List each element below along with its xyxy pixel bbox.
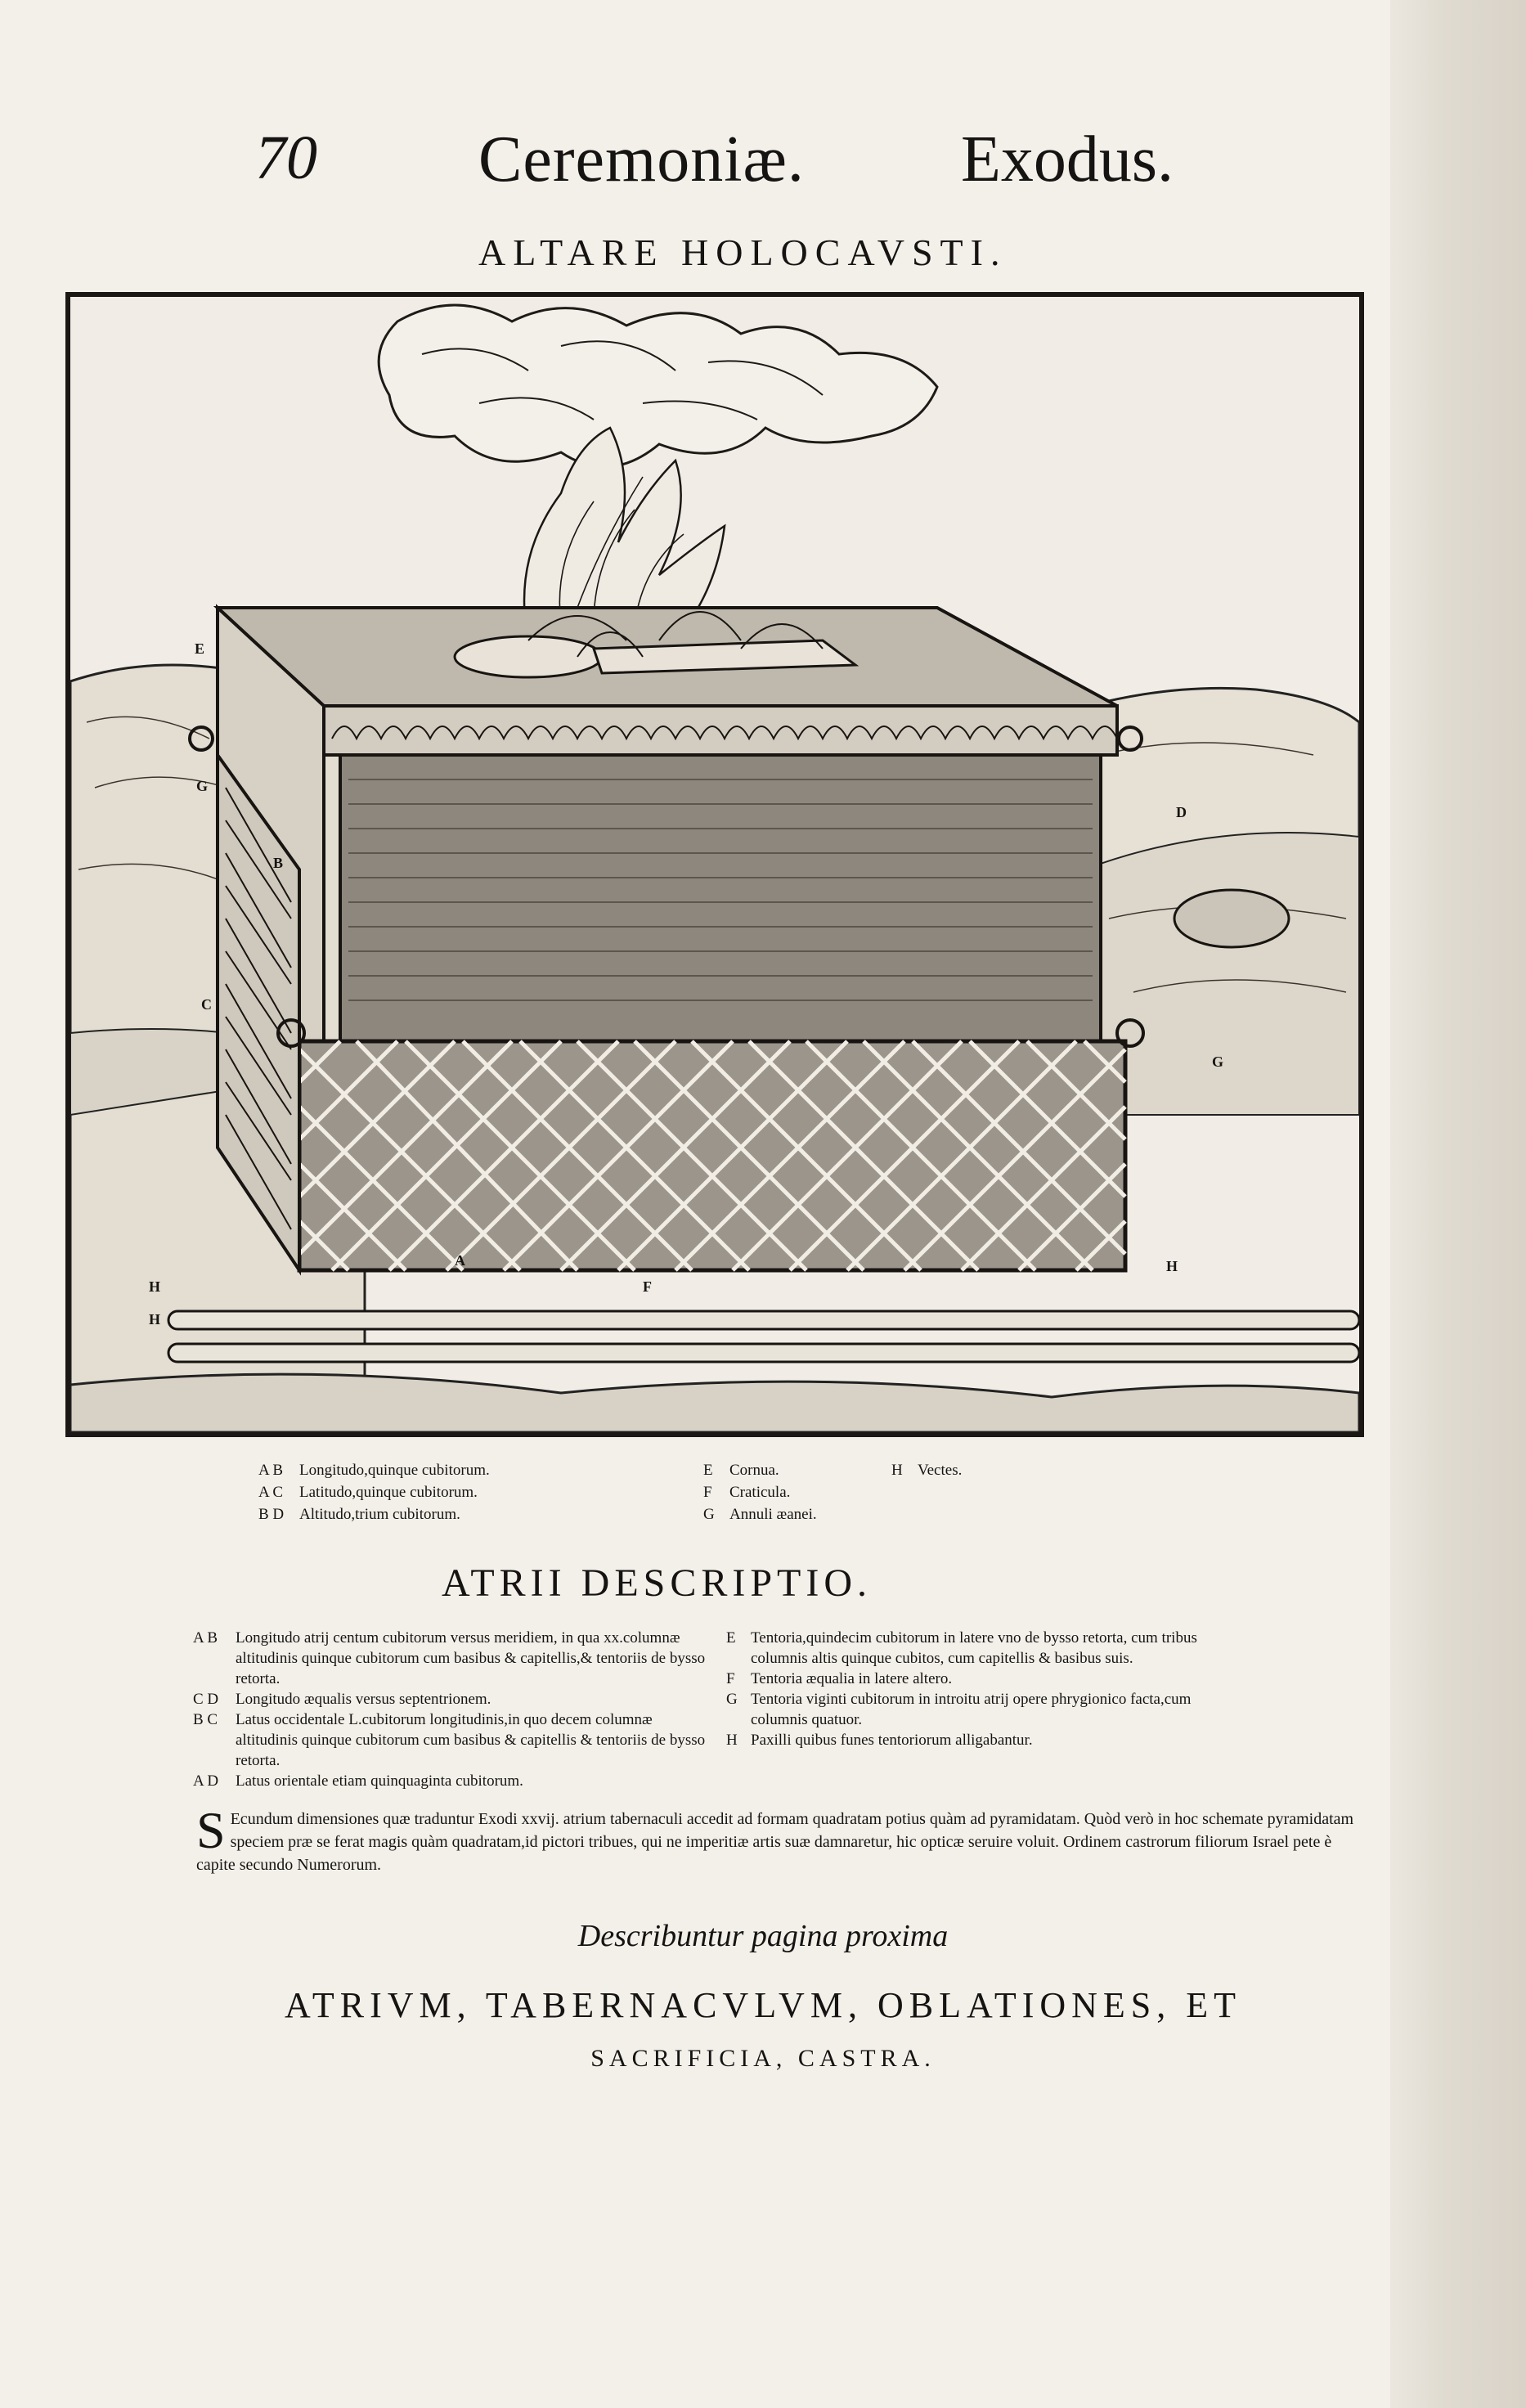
running-head: Ceremoniæ.	[478, 124, 805, 195]
legend-row: B D Altitudo,trium cubitorum.	[258, 1506, 460, 1523]
label-A: A	[455, 1252, 465, 1269]
label-G: G	[196, 778, 209, 794]
description-item: H Paxilli quibus funes tentoriorum alligabantur.	[726, 1732, 1033, 1749]
legend-row: E Cornua.	[703, 1462, 779, 1479]
note-text: Ecundum dimensiones quæ traduntur Exodi xxvij. atrium tabernaculi accedit ad formam quadratam potius quàm ad pyramidatam. Quòd verò in hoc schemate pyramidatam speciem præ se ferat magis quàm quadratam,id pictori tribues, qui ne imperitiæ artis suæ damnaretur, hic opticæ seruire voluit. Ordinem castrorum filiorum Israel pete è capite secundo Numerorum.	[196, 1810, 1354, 1874]
label-H: H	[1166, 1258, 1178, 1274]
description-left	[193, 1628, 710, 1791]
label-E: E	[195, 640, 205, 657]
footer-heading: ATRIVM, TABERNACVLVM, OBLATIONES, ET	[284, 1985, 1242, 2025]
label-F: F	[643, 1278, 652, 1295]
footer-caption: Describuntur pagina proxima	[577, 1919, 949, 1953]
drop-capital: S	[196, 1801, 226, 1859]
legend-row: G Annuli æanei.	[703, 1506, 817, 1523]
legend-row: A B Longitudo,quinque cubitorum.	[258, 1462, 490, 1479]
legend-left	[258, 1459, 651, 1525]
label-H-pole-1: H	[149, 1278, 161, 1295]
description-right	[726, 1628, 1250, 1750]
book-title: Exodus.	[961, 124, 1174, 195]
description-item: E Tentoria,quindecim cubitorum in latere vno de bysso retorta, cum tribus columnis altis quinque cubitos, cum capitellis & basibus suis.	[726, 1629, 1197, 1667]
section-title: ATRII DESCRIPTIO.	[442, 1561, 873, 1605]
commentary-note	[196, 1801, 1374, 1876]
legend-row: F Craticula.	[703, 1484, 791, 1501]
label-H-pole-2: H	[149, 1311, 161, 1328]
description-item: F Tentoria æqualia in latere altero.	[726, 1670, 953, 1687]
footer-subheading: SACRIFICIA, CASTRA.	[590, 2045, 936, 2072]
label-B: B	[273, 855, 284, 871]
legend-row: H Vectes.	[891, 1462, 963, 1479]
page-number: 70	[255, 124, 317, 192]
woodcut-illustration	[65, 292, 1364, 1437]
description-item: B C Latus occidentale L.cubitorum longitudinis,in quo decem columnæ altitudinis quinque cubitorum cum basibus & capitellis & tentoriis de bysso retorta.	[193, 1711, 706, 1769]
legend-row: A C Latitudo,quinque cubitorum.	[258, 1484, 478, 1501]
legend-right	[891, 1459, 1055, 1481]
label-G2: G	[1212, 1054, 1224, 1070]
description-item: C D Longitudo æqualis versus septentrionem.	[193, 1691, 491, 1708]
description-item: A D Latus orientale etiam quinquaginta cubitorum.	[193, 1772, 523, 1790]
label-C: C	[201, 996, 212, 1013]
figure-title: ALTARE HOLOCAVSTI.	[478, 231, 1008, 273]
legend-middle	[703, 1459, 900, 1525]
description-item: G Tentoria viginti cubitorum in introitu atrij opere phrygionico facta,cum columnis quatuor.	[726, 1691, 1192, 1728]
description-item: A B Longitudo atrij centum cubitorum versus meridiem, in qua xx.columnæ altitudinis quinque cubitorum cum basibus & capitellis,& tentoriis de bysso retorta.	[193, 1629, 706, 1687]
label-D: D	[1176, 804, 1187, 820]
